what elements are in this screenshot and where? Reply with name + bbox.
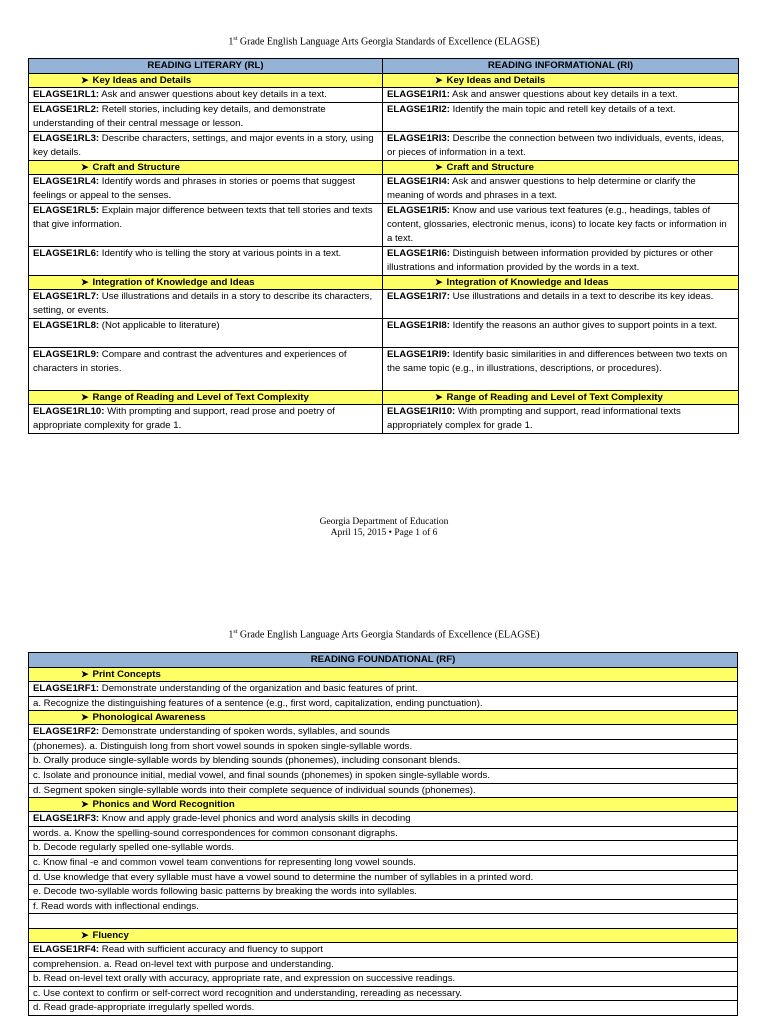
standard-cell [383, 88, 739, 103]
table-row [29, 290, 739, 319]
table-row [29, 739, 738, 754]
standard-text: c. Isolate and pronounce initial, medial vowel, and final sounds (phonemes) in spoken single-syllable words. [29, 768, 738, 783]
section-row [29, 161, 739, 175]
standard-cell [29, 103, 383, 132]
page2-header: 1st Grade English Language Arts Georgia Standards of Excellence (ELAGSE) [228, 629, 540, 641]
arrow-bullet-icon: ➤ [435, 162, 443, 172]
standard-cell [383, 290, 739, 319]
standard-text: Know and use various text features (e.g., headings, tables of content, glossaries, electronic menus, icons) to locate key facts or information in a text. [387, 205, 727, 244]
table-row [29, 682, 738, 697]
section-heading [29, 74, 383, 88]
standard-text: Ask and answer questions about key details in a text. [449, 89, 678, 100]
table-row [29, 204, 739, 247]
section-heading-label: Print Concepts [92, 669, 161, 680]
standard-text: b. Orally produce single-syllable words by blending sounds (phonemes), including consonant blends. [29, 754, 738, 769]
table-row [29, 986, 738, 1001]
page1-footer [0, 517, 768, 539]
section-row [29, 74, 739, 88]
standard-text: Ask and answer questions about key details in a text. [99, 89, 327, 100]
table-row [29, 899, 738, 914]
standard-cell [29, 942, 738, 957]
standard-cell [29, 290, 383, 319]
section-heading [29, 798, 738, 812]
section-row [29, 276, 739, 290]
section-heading-label: Integration of Knowledge and Ideas [446, 277, 609, 288]
column-header-literary: READING LITERARY (RL) [29, 59, 383, 74]
arrow-bullet-icon: ➤ [81, 162, 89, 172]
section-row [29, 711, 738, 725]
section-heading-label: Craft and Structure [92, 162, 180, 173]
section-heading-label: Range of Reading and Level of Text Complexity [92, 392, 309, 403]
standard-text: Demonstrate understanding of the organization and basic features of print. [99, 683, 418, 694]
section-row [29, 798, 738, 812]
table-row [29, 885, 738, 900]
table-row [29, 348, 739, 391]
standard-code: ELAGSE1RI1: [387, 89, 450, 100]
standard-text: f. Read words with inflectional endings. [29, 899, 738, 914]
standard-text: d. Use knowledge that every syllable must have a vowel sound to determine the number of syllables in a printed word. [29, 870, 738, 885]
standard-text: With prompting and support, read prose and poetry of appropriate complexity for grade 1. [33, 406, 335, 431]
table-row [29, 957, 738, 972]
standard-code: ELAGSE1RL9: [33, 349, 100, 360]
standard-text: a. Recognize the distinguishing features of a sentence (e.g., first word, capitalization, ending punctuation). [29, 696, 738, 711]
arrow-bullet-icon: ➤ [81, 669, 89, 679]
standard-text: Explain major difference between texts that tell stories and texts that give information. [33, 205, 373, 230]
standard-text: d. Read grade-appropriate irregularly spelled words. [29, 1001, 738, 1016]
standard-text: words. a. Know the spelling-sound correspondences for common consonant digraphs. [29, 826, 738, 841]
table-row [29, 855, 738, 870]
standard-code: ELAGSE1RF1: [33, 683, 100, 694]
standard-code: ELAGSE1RI4: [387, 176, 450, 187]
standard-code: ELAGSE1RF2: [33, 726, 100, 738]
standard-text: Distinguish between information provided by pictures or other illustrations and information provided by the words in a text. [387, 248, 713, 273]
table-row [29, 132, 739, 161]
table-row [29, 319, 739, 348]
footer-date-page: April 15, 2015 • Page 1 of 6 [330, 528, 438, 538]
section-heading-label: Key Ideas and Details [92, 75, 192, 86]
standard-text: Describe characters, settings, and major events in a story, using key details. [33, 133, 374, 158]
standard-cell [29, 132, 383, 161]
table-row [29, 696, 738, 711]
standard-text: Describe the connection between two individuals, events, ideas, or pieces of information in a text. [387, 133, 725, 158]
standard-cell [29, 812, 738, 827]
standard-code: ELAGSE1RI6: [387, 248, 450, 259]
standard-cell [29, 204, 383, 247]
column-header-foundational: READING FOUNDATIONAL (RF) [29, 653, 738, 668]
table-row [29, 972, 738, 987]
section-row [29, 928, 738, 942]
arrow-bullet-icon: ➤ [81, 929, 89, 940]
section-heading [383, 391, 739, 405]
section-row [29, 668, 738, 682]
section-heading-label: Phonological Awareness [92, 712, 206, 724]
standard-cell [383, 204, 739, 247]
arrow-bullet-icon: ➤ [435, 277, 443, 287]
standard-code: ELAGSE1RL6: [33, 248, 100, 259]
standard-code: ELAGSE1RI5: [387, 205, 450, 216]
standard-text: (Not applicable to literature) [99, 320, 220, 331]
standard-text: c. Know final -e and common vowel team conventions for representing long vowel sounds. [29, 855, 738, 870]
standard-code: ELAGSE1RL10: [33, 406, 105, 417]
table-row [29, 870, 738, 885]
standard-text: Demonstrate understanding of spoken words, syllables, and sounds [99, 726, 390, 738]
table-row [29, 405, 739, 434]
standard-text: Identify words and phrases in stories or poems that suggest feelings or appeal to the senses. [33, 176, 356, 201]
standard-text: Read with sufficient accuracy and fluency to support [99, 943, 323, 955]
section-heading [29, 711, 738, 725]
standard-code: ELAGSE1RL4: [33, 176, 100, 187]
section-heading-label: Phonics and Word Recognition [92, 799, 235, 811]
footer-department: Georgia Department of Education [319, 517, 449, 527]
standards-table-rf [28, 652, 738, 1016]
arrow-bullet-icon: ➤ [435, 75, 443, 85]
standard-text: Identify basic similarities in and differences between two texts on the same topic (e.g., in illustrations, descriptions, or procedures). [387, 349, 728, 374]
section-heading [29, 276, 383, 290]
standard-text: Identify who is telling the story at various points in a text. [99, 248, 342, 259]
table-row [29, 725, 738, 740]
table-row [29, 812, 738, 827]
table-row [29, 103, 739, 132]
table-row [29, 754, 738, 769]
standard-cell [29, 247, 383, 276]
standard-cell [29, 682, 738, 697]
table-row [29, 768, 738, 783]
standard-text: Ask and answer questions to help determine or clarify the meaning of words and phrases in a text. [387, 176, 696, 201]
section-heading [29, 161, 383, 175]
arrow-bullet-icon: ➤ [81, 799, 89, 810]
standard-text: b. Read on-level text orally with accuracy, appropriate rate, and expression on successive readings. [29, 972, 738, 987]
section-heading-label: Range of Reading and Level of Text Complexity [446, 392, 663, 403]
standards-table-rl-ri [28, 58, 739, 434]
standard-code: ELAGSE1RL5: [33, 205, 100, 216]
standard-code: ELAGSE1RF3: [33, 813, 100, 825]
section-heading [29, 391, 383, 405]
standard-cell [29, 319, 383, 348]
table-row [29, 175, 739, 204]
section-heading [29, 928, 738, 942]
standard-text: Retell stories, including key details, and demonstrate understanding of their central message or lesson. [33, 104, 326, 129]
table-row [29, 88, 739, 103]
standard-cell [383, 348, 739, 391]
standard-text: Compare and contrast the adventures and experiences of characters in stories. [33, 349, 347, 374]
standard-cell [383, 103, 739, 132]
standard-cell [29, 88, 383, 103]
standard-text: Use illustrations and details in a text to describe its key ideas. [449, 291, 714, 302]
standard-cell [383, 405, 739, 434]
standard-cell [383, 175, 739, 204]
standard-text: e. Decode two-syllable words following basic patterns by breaking the words into syllables. [29, 885, 738, 900]
page1-header: 1st Grade English Language Arts Georgia Standards of Excellence (ELAGSE) [228, 36, 540, 48]
section-heading-label: Key Ideas and Details [446, 75, 546, 86]
table-row [29, 1001, 738, 1016]
standard-code: ELAGSE1RL2: [33, 104, 100, 115]
standard-code: ELAGSE1RI8: [387, 320, 450, 331]
standard-code: ELAGSE1RI2: [387, 104, 450, 115]
section-heading [383, 161, 739, 175]
standard-code: ELAGSE1RI9: [387, 349, 450, 360]
standard-cell [29, 175, 383, 204]
standard-text: With prompting and support, read informational texts appropriately complex for grade 1. [387, 406, 681, 431]
standard-cell [383, 319, 739, 348]
section-heading-label: Craft and Structure [446, 162, 534, 173]
standard-code: ELAGSE1RI7: [387, 291, 450, 302]
standard-cell [29, 725, 738, 740]
standard-text [29, 914, 738, 929]
table-row [29, 914, 738, 929]
standard-text: Identify the reasons an author gives to support points in a text. [449, 320, 718, 331]
table-row [29, 247, 739, 276]
standard-cell [383, 132, 739, 161]
section-heading [29, 668, 738, 682]
arrow-bullet-icon: ➤ [81, 277, 89, 287]
section-heading-label: Fluency [92, 929, 129, 941]
standard-cell [383, 247, 739, 276]
standard-code: ELAGSE1RF4: [33, 943, 100, 955]
table-row [29, 841, 738, 856]
standard-cell [29, 348, 383, 391]
standard-code: ELAGSE1RL3: [33, 133, 100, 144]
table-row [29, 783, 738, 798]
standard-text: b. Decode regularly spelled one-syllable words. [29, 841, 738, 856]
standard-text: comprehension. a. Read on-level text with purpose and understanding. [29, 957, 738, 972]
standard-code: ELAGSE1RL8: [33, 320, 100, 331]
standard-text: Use illustrations and details in a story to describe its characters, setting, or events. [33, 291, 373, 316]
standard-code: ELAGSE1RL1: [33, 89, 100, 100]
standard-text: d. Segment spoken single-syllable words into their complete sequence of individual sounds (phonemes). [29, 783, 738, 798]
standard-code: ELAGSE1RI10: [387, 406, 456, 417]
standard-code: ELAGSE1RI3: [387, 133, 450, 144]
standard-code: ELAGSE1RL7: [33, 291, 100, 302]
section-heading [383, 276, 739, 290]
standard-text: Identify the main topic and retell key details of a text. [449, 104, 676, 115]
standard-text: (phonemes). a. Distinguish long from short vowel sounds in spoken single-syllable words. [29, 739, 738, 754]
table-header-row [29, 59, 739, 74]
standard-text: Know and apply grade-level phonics and word analysis skills in decoding [99, 813, 411, 825]
section-heading [383, 74, 739, 88]
standard-text: c. Use context to confirm or self-correct word recognition and understanding, rereading as necessary. [29, 986, 738, 1001]
column-header-informational: READING INFORMATIONAL (RI) [383, 59, 739, 74]
standard-cell [29, 405, 383, 434]
arrow-bullet-icon: ➤ [81, 392, 89, 402]
arrow-bullet-icon: ➤ [81, 712, 89, 723]
section-row [29, 391, 739, 405]
table-header-row [29, 653, 738, 668]
table-row [29, 942, 738, 957]
table-row [29, 826, 738, 841]
section-heading-label: Integration of Knowledge and Ideas [92, 277, 255, 288]
arrow-bullet-icon: ➤ [81, 75, 89, 85]
arrow-bullet-icon: ➤ [435, 392, 443, 402]
